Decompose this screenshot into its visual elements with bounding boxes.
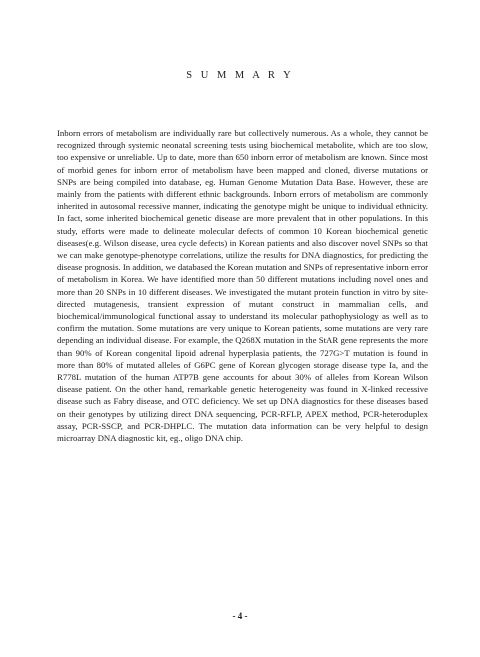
summary-paragraph: Inborn errors of metabolism are individually rare but collectively numerous. As a whole, they cannot be recognized through systemic neonatal screening tests using biochemical metabolite, which are too slow, too expensive or unreliable. Up to date, more than 650 inborn error of metabolism are known. Since most of morbid genes for inborn error of metabolism have been mapped and cloned, diverse mutations or SNPs are being compiled into database, eg. Human Genome Mutation Data Base. However, these are mainly from the patients with different ethnic backgrounds. Inborn errors of metabolism are commonly inherited in autosomal recessive manner, indicating the genotype might be unique to individual ethnicity. In fact, some inherited biochemical genetic disease are more prevalent that in other populations. In this study, efforts were made to delineate molecular defects of common 10 Korean biochemical genetic diseases(e.g. Wilson disease, urea cycle defects) in Korean patients and also discover novel SNPs so that we can make genotype-phenotype correlations, utilize the results for DNA diagnostics, for predicting the disease prognosis. In addition, we databased the Korean mutation and SNPs of representative inborn error of metabolism in Korea. We have identified more than 50 different mutations including novel ones and more than 20 SNPs in 10 different diseases. We investigated the mutant protein function in vitro by site-directed mutagenesis, transient expression of mutant construct in mammalian cells, and biochemical/immunological functional assay to understand its molecular pathophysiology as well as to confirm the mutation. Some mutations are very unique to Korean patients, some mutations are very rare depending an individual disease. For example, the Q268X mutation in the StAR gene represents the more than 90% of Korean congenital lipoid adrenal hyperplasia patients, the 727G>T mutation is found in more than 80% of mutated alleles of G6PC gene of Korean glycogen storage disease type Ia, and the R778L mutation of the human ATP7B gene accounts for about 30% of alleles from Korean Wilson disease patient. On the other hand, remarkable genetic heterogeneity was found in X-linked recessive disease such as Fabry disease, and OTC deficiency. We set up DNA diagnostics for these diseases based on their genotypes by utilizing direct DNA sequencing, PCR-RFLP, APEX method, PCR-heteroduplex assay, PCR-SSCP, and PCR-DHPLC. The mutation data information can be very helpful to design microarray DNA diagnostic kit, eg., oligo DNA chip. (57, 128, 428, 444)
summary-body (57, 127, 428, 444)
page-number: - 4 - (232, 611, 248, 621)
page-title: S U M M A R Y (186, 70, 294, 81)
